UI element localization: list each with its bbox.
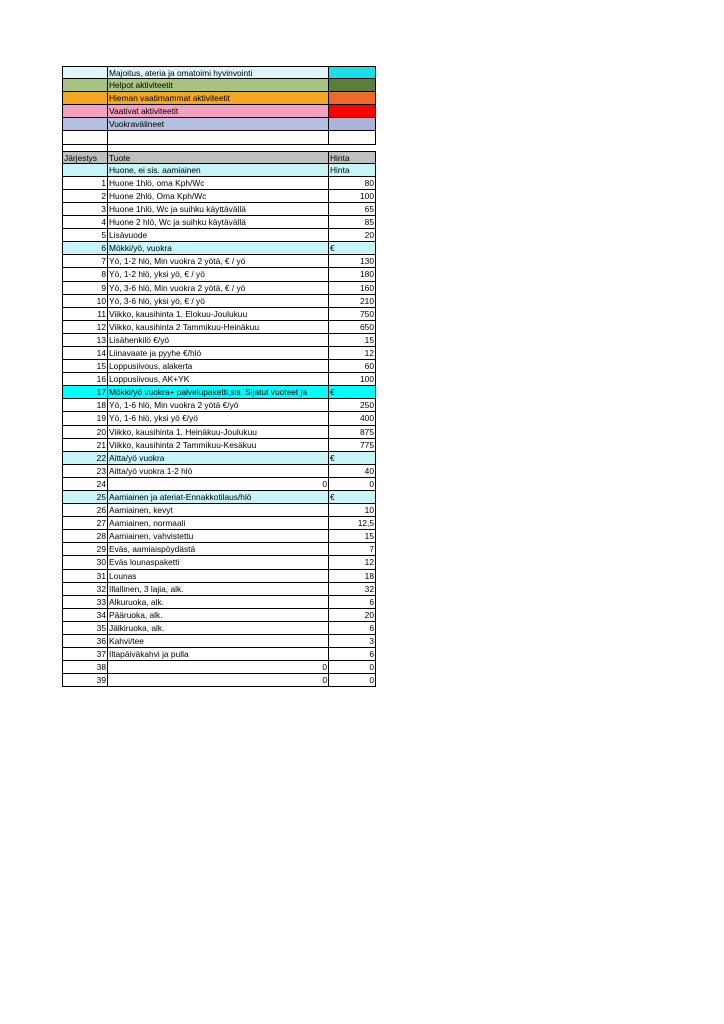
price-cell: 10 (329, 504, 376, 517)
row-number: 9 (62, 282, 108, 295)
product-name: Eväs lounaspaketti (108, 556, 329, 569)
table-row (62, 321, 376, 334)
product-name: Huone, ei sis. aamiainen (108, 164, 329, 177)
row-number (62, 164, 108, 177)
table-row (62, 229, 376, 242)
table-row (62, 426, 376, 439)
product-name: 0 (108, 661, 329, 674)
price-cell: 180 (329, 268, 376, 281)
table-row (62, 517, 376, 530)
table-body (62, 164, 376, 688)
row-number: 37 (62, 648, 108, 661)
table-row (62, 635, 376, 648)
table-row (62, 164, 376, 177)
price-cell: 6 (329, 648, 376, 661)
table-row (62, 373, 376, 386)
price-cell: 0 (329, 478, 376, 491)
table-row (62, 452, 376, 465)
product-name: Liinavaate ja pyyhe €/hlö (108, 347, 329, 360)
legend-label: Hieman vaatimammat aktiviteetit (108, 92, 329, 105)
legend-swatch-right (329, 118, 376, 131)
row-number: 16 (62, 373, 108, 386)
row-number: 24 (62, 478, 108, 491)
product-name: Aamiainen ja ateriat-Ennakkotilaus/hlö (108, 491, 329, 504)
row-number: 11 (62, 308, 108, 321)
price-cell: 12,5 (329, 517, 376, 530)
product-name: Yö, 3-6 hlö, Min vuokra 2 yötä, € / yö (108, 282, 329, 295)
product-name: Viikko, kausihinta 1. Heinäkuu-Joulukuu (108, 426, 329, 439)
row-number: 38 (62, 661, 108, 674)
row-number: 13 (62, 334, 108, 347)
row-number: 8 (62, 268, 108, 281)
row-number: 19 (62, 412, 108, 425)
product-name: Loppusiivous, alakerta (108, 360, 329, 373)
price-cell: € (329, 491, 376, 504)
legend-swatch-right (329, 105, 376, 118)
price-cell: 6 (329, 622, 376, 635)
price-cell: 400 (329, 412, 376, 425)
spacer-cell (108, 131, 329, 144)
product-name: Huone 2hlö, Oma Kph/Wc (108, 190, 329, 203)
header-price: Hinta (329, 151, 376, 164)
table-row (62, 399, 376, 412)
legend-label: Vaativat aktiviteetit (108, 105, 329, 118)
table-row (62, 465, 376, 478)
price-cell: 650 (329, 321, 376, 334)
price-cell: 15 (329, 334, 376, 347)
table-row (62, 570, 376, 583)
row-number: 15 (62, 360, 108, 373)
table-row (62, 648, 376, 661)
price-cell: 18 (329, 570, 376, 583)
price-cell: 0 (329, 674, 376, 687)
product-name: Yö, 3-6 hlö, yksi yö, € / yö (108, 295, 329, 308)
table-row (62, 216, 376, 229)
price-cell: 12 (329, 347, 376, 360)
legend-swatch-left (62, 105, 108, 118)
product-name: Huone 1hlö, Wc ja suihku käyttävällä (108, 203, 329, 216)
row-number: 26 (62, 504, 108, 517)
legend-label: Helpot aktiviteetit (108, 79, 329, 92)
row-number: 7 (62, 255, 108, 268)
row-number: 17 (62, 386, 108, 399)
row-number: 20 (62, 426, 108, 439)
product-name: Mökki/yö vuokra+ palvelupaketti,sis. Sijatut vuoteet ja (108, 386, 329, 399)
product-name: Pääruoka, alk. (108, 609, 329, 622)
product-name: Kahvi/tee (108, 635, 329, 648)
price-cell: 7 (329, 543, 376, 556)
row-number: 36 (62, 635, 108, 648)
legend-swatch-left (62, 66, 108, 79)
product-name: Aamiainen, vahvistettu (108, 530, 329, 543)
legend-swatch-right (329, 92, 376, 105)
legend-swatch-left (62, 92, 108, 105)
legend-label: Majoitus, ateria ja omatoimi hyvinvointi (108, 66, 329, 79)
row-number: 34 (62, 609, 108, 622)
product-name: Yö, 1-2 hlö, Min vuokra 2 yötä, € / yö (108, 255, 329, 268)
table-row (62, 504, 376, 517)
row-number: 31 (62, 570, 108, 583)
price-cell: 775 (329, 439, 376, 452)
row-number: 23 (62, 465, 108, 478)
price-cell: 160 (329, 282, 376, 295)
product-name: Illallinen, 3 lajia, alk. (108, 583, 329, 596)
price-cell: 60 (329, 360, 376, 373)
row-number: 35 (62, 622, 108, 635)
price-cell: 85 (329, 216, 376, 229)
row-number: 22 (62, 452, 108, 465)
product-name: Aitta/yö vuokra 1-2 hlö (108, 465, 329, 478)
row-number: 1 (62, 177, 108, 190)
price-cell: 6 (329, 596, 376, 609)
price-cell: € (329, 242, 376, 255)
spacer-cell (62, 131, 108, 144)
table-row (62, 556, 376, 569)
legend-swatch-left (62, 118, 108, 131)
row-number: 28 (62, 530, 108, 543)
table-row (62, 596, 376, 609)
row-number: 29 (62, 543, 108, 556)
product-name: 0 (108, 674, 329, 687)
table-header-row (62, 151, 376, 164)
color-legend (62, 66, 376, 131)
price-cell: 210 (329, 295, 376, 308)
table-row (62, 177, 376, 190)
price-cell: 65 (329, 203, 376, 216)
price-cell: € (329, 452, 376, 465)
row-number: 32 (62, 583, 108, 596)
product-name: Aitta/yö vuokra (108, 452, 329, 465)
spacer-cell (329, 131, 376, 144)
product-name: Alkuruoka, alk. (108, 596, 329, 609)
legend-row (62, 118, 376, 131)
legend-swatch-left (62, 79, 108, 92)
table-row (62, 439, 376, 452)
price-cell: 130 (329, 255, 376, 268)
row-number: 14 (62, 347, 108, 360)
header-order: Järjestys (62, 151, 108, 164)
row-number: 27 (62, 517, 108, 530)
row-number: 2 (62, 190, 108, 203)
product-name: Jälkiruoka, alk. (108, 622, 329, 635)
row-number: 21 (62, 439, 108, 452)
price-cell: € (329, 386, 376, 399)
table-row (62, 674, 376, 687)
price-cell: 0 (329, 661, 376, 674)
price-cell: 750 (329, 308, 376, 321)
product-name: Huone 1hlö, oma Kph/Wc (108, 177, 329, 190)
table-row (62, 334, 376, 347)
row-number: 5 (62, 229, 108, 242)
table-row (62, 190, 376, 203)
table-row (62, 530, 376, 543)
product-name: Iltapäiväkahvi ja pulla (108, 648, 329, 661)
table-row (62, 622, 376, 635)
row-number: 30 (62, 556, 108, 569)
product-name: Lounas (108, 570, 329, 583)
legend-swatch-right (329, 79, 376, 92)
product-name: Yö, 1-2 hlö, yksi yö, € / yö (108, 268, 329, 281)
price-cell: 100 (329, 190, 376, 203)
header-product: Tuote (108, 151, 329, 164)
product-name: 0 (108, 478, 329, 491)
legend-swatch-right (329, 66, 376, 79)
table-row (62, 360, 376, 373)
product-name: Aamiainen, normaali (108, 517, 329, 530)
legend-row (62, 105, 376, 118)
product-name: Lisähenkilö €/yö (108, 334, 329, 347)
table-row (62, 543, 376, 556)
table-row (62, 268, 376, 281)
table-row (62, 203, 376, 216)
product-name: Lisävuode (108, 229, 329, 242)
product-name: Viikko, kausihinta 2 Tammikuu-Heinäkuu (108, 321, 329, 334)
price-cell: 80 (329, 177, 376, 190)
price-cell: 12 (329, 556, 376, 569)
table-row (62, 661, 376, 674)
table-row (62, 347, 376, 360)
price-sheet (62, 66, 376, 687)
row-number: 3 (62, 203, 108, 216)
legend-row (62, 79, 376, 92)
legend-label: Vuokravälineet (108, 118, 329, 131)
product-name: Huone 2 hlö, Wc ja suihku käytävällä (108, 216, 329, 229)
product-name: Mökki/yö, vuokra (108, 242, 329, 255)
table-row (62, 583, 376, 596)
price-cell: 15 (329, 530, 376, 543)
product-name: Viikko, kausihinta 1. Elokuu-Joulukuu (108, 308, 329, 321)
price-cell: Hinta (329, 164, 376, 177)
spacer-row (62, 131, 376, 144)
product-name: Eväs, aamiaispöydästä (108, 543, 329, 556)
product-name: Yö, 1-6 hlö, Min vuokra 2 yötä €/yö (108, 399, 329, 412)
price-cell: 40 (329, 465, 376, 478)
table-row (62, 491, 376, 504)
legend-row (62, 66, 376, 79)
price-cell: 20 (329, 229, 376, 242)
row-number: 10 (62, 295, 108, 308)
row-number: 12 (62, 321, 108, 334)
price-cell: 100 (329, 373, 376, 386)
product-name: Loppusiivous, AK+YK (108, 373, 329, 386)
table-row (62, 295, 376, 308)
table-row (62, 308, 376, 321)
row-number: 39 (62, 674, 108, 687)
table-row (62, 609, 376, 622)
table-row (62, 478, 376, 491)
price-cell: 250 (329, 399, 376, 412)
product-name: Viikko, kausihinta 2 Tammikuu-Kesäkuu (108, 439, 329, 452)
price-cell: 32 (329, 583, 376, 596)
price-cell: 20 (329, 609, 376, 622)
table-row (62, 412, 376, 425)
row-number: 33 (62, 596, 108, 609)
product-name: Yö, 1-6 hlö, yksi yö €/yö (108, 412, 329, 425)
price-cell: 875 (329, 426, 376, 439)
table-row (62, 255, 376, 268)
row-number: 18 (62, 399, 108, 412)
product-name: Aamiainen, kevyt (108, 504, 329, 517)
legend-row (62, 92, 376, 105)
row-number: 25 (62, 491, 108, 504)
table-row (62, 242, 376, 255)
row-number: 4 (62, 216, 108, 229)
row-number: 6 (62, 242, 108, 255)
table-row (62, 282, 376, 295)
table-row (62, 386, 376, 399)
price-cell: 3 (329, 635, 376, 648)
